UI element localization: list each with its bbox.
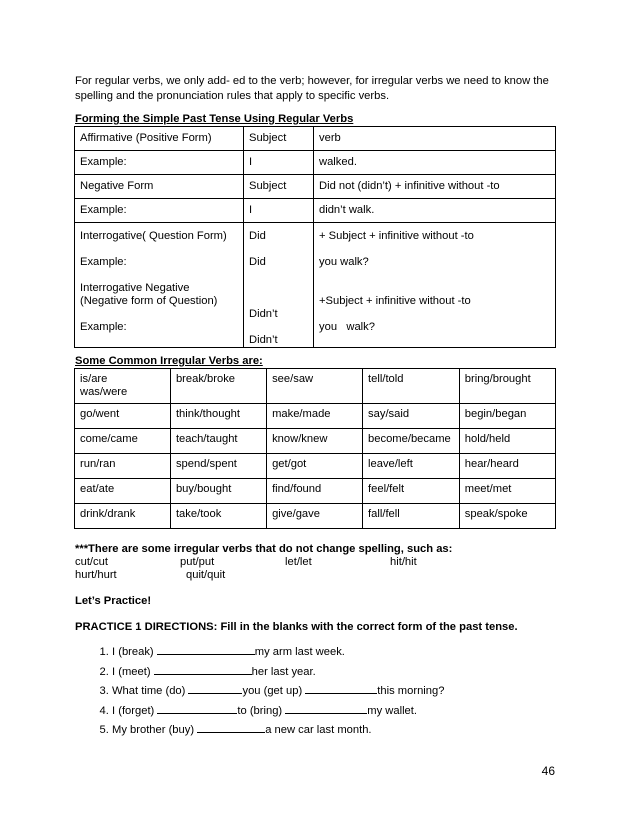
table-row (75, 223, 556, 348)
table-cell: bring/brought (459, 369, 555, 404)
table-cell: go/went (75, 404, 171, 429)
no-change-note: ***There are some irregular verbs that do not change spelling, such as: (75, 543, 453, 555)
list-item (112, 664, 444, 684)
list-item: let/let (285, 556, 312, 568)
table-cell: Subject (244, 175, 314, 199)
list-item (112, 703, 444, 723)
exercise-text: to (bring) (237, 704, 286, 717)
list-item: hit/hit (390, 556, 417, 568)
cell-line: Did (249, 230, 266, 242)
cell-line: is/are (80, 373, 108, 385)
table-row (75, 454, 556, 479)
exercise-list (88, 644, 444, 742)
list-row (75, 569, 495, 582)
cell-line: was/were (80, 386, 128, 398)
table-cell: meet/met (459, 479, 555, 504)
lets-practice-heading: Let’s Practice! (75, 595, 152, 607)
regular-verbs-heading: Forming the Simple Past Tense Using Regular Verbs (75, 113, 354, 125)
exercise-text: What time (do) (112, 685, 189, 697)
list-item: hurt/hurt (75, 569, 117, 581)
no-change-verbs (75, 556, 495, 582)
list-item (112, 683, 444, 703)
table-cell: speak/spoke (459, 504, 555, 529)
table-cell (314, 223, 556, 348)
table-cell: Did not (didn’t) + infinitive without -to (314, 175, 556, 199)
practice-directions: PRACTICE 1 DIRECTIONS: Fill in the blanks with the correct form of the past tense. (75, 621, 518, 633)
table-cell: Negative Form (75, 175, 244, 199)
irregular-verbs-table (74, 368, 556, 529)
table-cell (244, 223, 314, 348)
answer-blank[interactable] (157, 703, 237, 714)
table-cell: leave/left (363, 454, 460, 479)
table-cell: buy/bought (170, 479, 266, 504)
table-row (75, 151, 556, 175)
table-cell: give/gave (267, 504, 363, 529)
exercise-text: her last year. (251, 665, 316, 678)
list-row (75, 556, 495, 569)
table-cell: see/saw (267, 369, 363, 404)
answer-blank[interactable] (305, 683, 377, 694)
table-row (75, 199, 556, 223)
exercise-text: you (get up) (242, 685, 306, 697)
cell-line: Didn’t (249, 308, 278, 320)
table-cell: eat/ate (75, 479, 171, 504)
table-cell: take/took (170, 504, 266, 529)
cell-line: Interrogative( Question Form) (80, 230, 227, 242)
exercise-text: a new car last month. (265, 724, 372, 736)
table-cell: become/became (363, 429, 460, 454)
table-cell: hold/held (459, 429, 555, 454)
exercise-text: I (forget) (112, 704, 158, 717)
table-cell: hear/heard (459, 454, 555, 479)
table-cell: get/got (267, 454, 363, 479)
list-item: put/put (180, 556, 215, 568)
table-cell: spend/spent (170, 454, 266, 479)
answer-blank[interactable] (197, 722, 265, 733)
table-cell: say/said (363, 404, 460, 429)
table-row (75, 127, 556, 151)
irregular-verbs-heading: Some Common Irregular Verbs are: (75, 355, 263, 367)
answer-blank[interactable] (285, 703, 367, 714)
table-cell: I (244, 199, 314, 223)
answer-blank[interactable] (188, 683, 242, 694)
table-cell: Subject (244, 127, 314, 151)
cell-line: +Subject + infinitive without -to (319, 295, 471, 307)
cell-line: Example: (80, 321, 127, 333)
table-row (75, 429, 556, 454)
table-cell (75, 369, 171, 404)
table-cell: teach/taught (170, 429, 266, 454)
table-cell: fall/fell (363, 504, 460, 529)
list-item: quit/quit (186, 569, 226, 581)
table-cell: didn’t walk. (314, 199, 556, 223)
table-cell: verb (314, 127, 556, 151)
table-cell: tell/told (363, 369, 460, 404)
table-cell (75, 223, 244, 348)
table-cell: feel/felt (363, 479, 460, 504)
table-cell: run/ran (75, 454, 171, 479)
list-item: cut/cut (75, 556, 108, 568)
table-cell: find/found (267, 479, 363, 504)
cell-line: you walk? (319, 321, 375, 333)
table-cell: begin/began (459, 404, 555, 429)
table-cell: come/came (75, 429, 171, 454)
table-cell: make/made (267, 404, 363, 429)
table-row (75, 175, 556, 199)
intro-paragraph: For regular verbs, we only add- ed to the verb; however, for irregular verbs we need to know the spelling and the pronunciation rules that apply to specific verbs. (75, 75, 549, 102)
table-cell: know/knew (267, 429, 363, 454)
table-cell: Example: (75, 151, 244, 175)
list-item (112, 722, 444, 742)
regular-verbs-table (74, 126, 556, 348)
cell-line: + Subject + infinitive without -to (319, 230, 474, 242)
answer-blank[interactable] (157, 644, 255, 655)
exercise-text: My brother (buy) (112, 724, 198, 736)
exercise-text: I (meet) (112, 665, 154, 678)
table-row (75, 404, 556, 429)
exercise-text: my wallet. (367, 704, 417, 717)
cell-line: Didn’t (249, 334, 278, 346)
cell-line: you walk? (319, 256, 369, 268)
table-cell: Affirmative (Positive Form) (75, 127, 244, 151)
cell-line: Did (249, 256, 266, 268)
page-number: 46 (541, 764, 555, 778)
list-item (112, 644, 444, 664)
answer-blank[interactable] (154, 664, 252, 675)
table-row (75, 369, 556, 404)
cell-line: (Negative form of Question) (80, 295, 218, 307)
table-cell: I (244, 151, 314, 175)
table-row (75, 479, 556, 504)
table-cell: think/thought (170, 404, 266, 429)
exercise-text: this morning? (377, 685, 445, 697)
table-cell: drink/drank (75, 504, 171, 529)
cell-line: Example: (80, 256, 127, 268)
exercise-text: I (break) (112, 646, 157, 658)
table-cell: walked. (314, 151, 556, 175)
table-cell: break/broke (170, 369, 266, 404)
exercise-text: my arm last week. (254, 646, 345, 658)
cell-line: Interrogative Negative (80, 282, 190, 294)
table-cell: Example: (75, 199, 244, 223)
table-row (75, 504, 556, 529)
